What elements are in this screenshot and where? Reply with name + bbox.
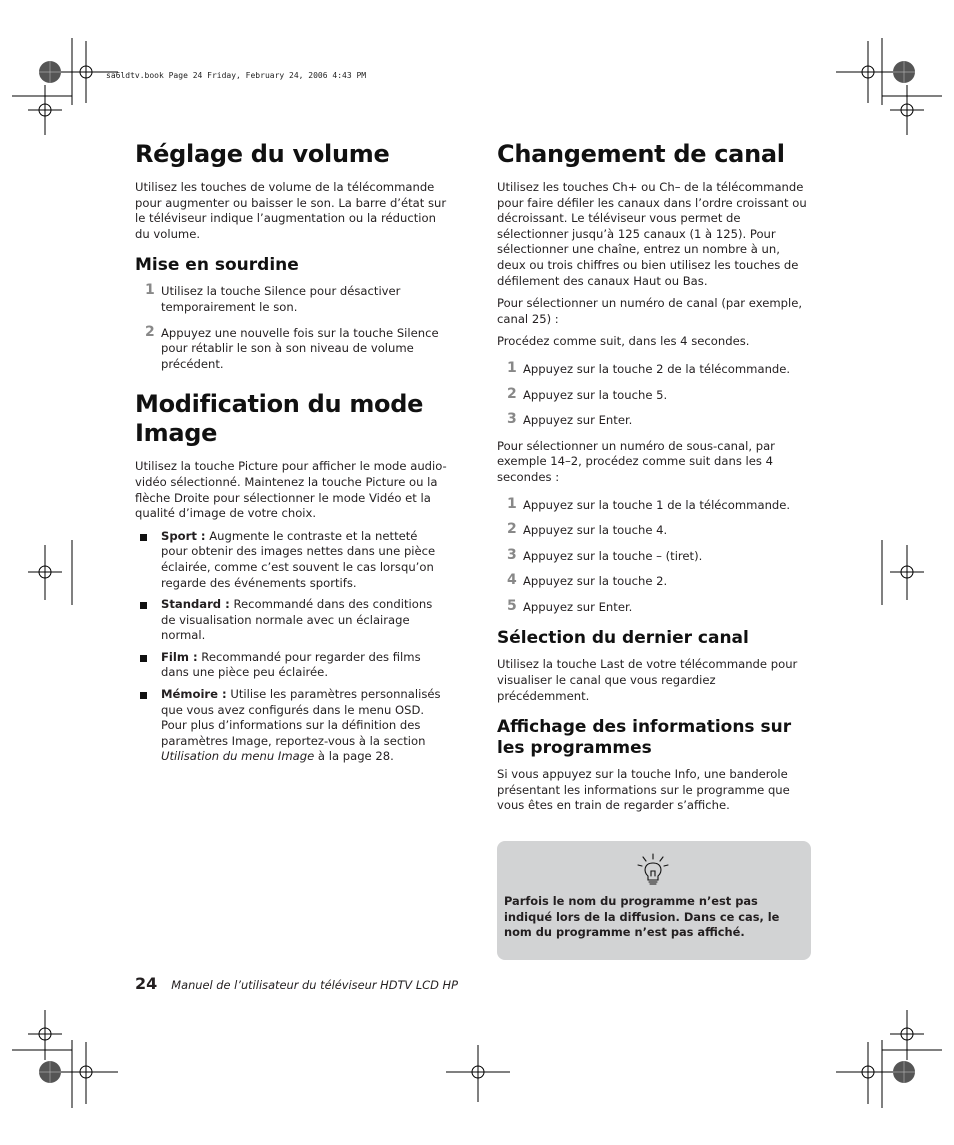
lightbulb-icon bbox=[637, 853, 669, 887]
list-item: 2 Appuyez sur la touche 5. bbox=[507, 385, 668, 402]
program-info-heading: Affichage des informations sur les programmes bbox=[497, 717, 792, 759]
bullet-square-icon bbox=[140, 692, 147, 699]
bullet-square-icon bbox=[140, 602, 147, 609]
print-header: sa6ldtv.book Page 24 Friday, February 24, 2006 4:43 PM bbox=[106, 71, 367, 80]
image-mode-list bbox=[135, 529, 447, 765]
list-item: 3 Appuyez sur la touche – (tiret). bbox=[507, 546, 703, 563]
list-item: 1 Appuyez sur la touche 1 de la télécommande. bbox=[507, 495, 791, 512]
right-column bbox=[497, 140, 811, 821]
volume-heading: Réglage du volume bbox=[135, 140, 390, 168]
subchannel-steps bbox=[497, 495, 811, 616]
image-mode-body: Utilisez la touche Picture pour afficher le mode audio-vidéo sélectionné. Maintenez la touche Picture ou la flèche Droite pour sélectionner le mode Vidéo et la qualité d’image de votre choix. bbox=[135, 459, 447, 521]
channel-heading: Changement de canal bbox=[497, 140, 785, 168]
page-number: 24 bbox=[135, 974, 158, 993]
bullet-square-icon bbox=[140, 534, 147, 541]
list-item: 1 Utilisez la touche Silence pour désactiver temporairement le son. bbox=[145, 282, 401, 314]
list-item: Sport : Augmente le contraste et la netteté pour obtenir des images nettes dans une pièce éclairée, comme c’est souvent le cas lorsqu’on regarde des événements sportifs. bbox=[135, 529, 447, 591]
list-item: Standard : Recommandé dans des conditions de visualisation normale avec un éclairage normal. bbox=[135, 597, 447, 644]
mute-heading: Mise en sourdine bbox=[135, 255, 299, 276]
list-item: 5 Appuyez sur Enter. bbox=[507, 597, 633, 614]
last-channel-heading: Sélection du dernier canal bbox=[497, 628, 749, 649]
last-channel-body: Utilisez la touche Last de votre télécommande pour visualiser le canal que vous regardiez précédemment. bbox=[497, 657, 798, 703]
volume-body: Utilisez les touches de volume de la télécommande pour augmenter ou baisser le son. La barre d’état sur le téléviseur indique l’augmentation ou la réduction du volume. bbox=[135, 180, 447, 241]
footer-title: Manuel de l’utilisateur du téléviseur HDTV LCD HP bbox=[171, 978, 458, 992]
channel-intro-2: Procédez comme suit, dans les 4 secondes. bbox=[497, 334, 750, 349]
list-item: 1 Appuyez sur la touche 2 de la télécommande. bbox=[507, 359, 791, 376]
list-item: Mémoire : Utilise les paramètres personnalisés que vous avez configurés dans le menu OSD. Pour plus d’informations sur la définition des paramètres Image, reportez-vous à la section Utilisation du menu Image à la page 28. bbox=[135, 687, 447, 765]
channel-body: Utilisez les touches Ch+ ou Ch– de la télécommande pour faire défiler les canaux dans l’ordre croissant ou décroissant. Le téléviseur vous permet de sélectionner jusqu’à 125 canaux (1 à 125). Pour sélectionner une chaîne, entrez un nombre à un, deux ou trois chiffres ou bien utilisez les touches de défilement des canaux Haut ou Bas. bbox=[497, 180, 807, 288]
list-item: 3 Appuyez sur Enter. bbox=[507, 411, 633, 428]
mute-steps bbox=[135, 284, 447, 372]
cross-reference: Utilisation du menu Image bbox=[161, 749, 315, 764]
image-mode-heading: Modification du mode Image bbox=[135, 390, 424, 448]
subchannel-intro: Pour sélectionner un numéro de sous-canal, par exemple 14–2, procédez comme suit dans les 4 secondes : bbox=[497, 438, 775, 484]
tip-text: Parfois le nom du programme n’est pas indiqué lors de la diffusion. Dans ce cas, le nom du programme n’est pas affiché. bbox=[504, 894, 780, 940]
tip-box bbox=[497, 841, 811, 960]
list-item: 2 Appuyez une nouvelle fois sur la touche Silence pour rétablir le son à son niveau de volume précédent. bbox=[145, 323, 439, 371]
bullet-square-icon bbox=[140, 655, 147, 662]
left-column bbox=[135, 140, 447, 771]
channel-intro-1: Pour sélectionner un numéro de canal (par exemple, canal 25) : bbox=[497, 296, 803, 326]
list-item: 2 Appuyez sur la touche 4. bbox=[507, 521, 668, 538]
program-info-body: Si vous appuyez sur la touche Info, une banderole présentant les informations sur le programme que vous êtes en train de regarder s’affiche. bbox=[497, 767, 790, 813]
channel-steps bbox=[497, 359, 811, 429]
list-item: 4 Appuyez sur la touche 2. bbox=[507, 572, 668, 589]
list-item: Film : Recommandé pour regarder des films dans une pièce peu éclairée. bbox=[135, 650, 447, 681]
page-footer bbox=[135, 974, 458, 993]
